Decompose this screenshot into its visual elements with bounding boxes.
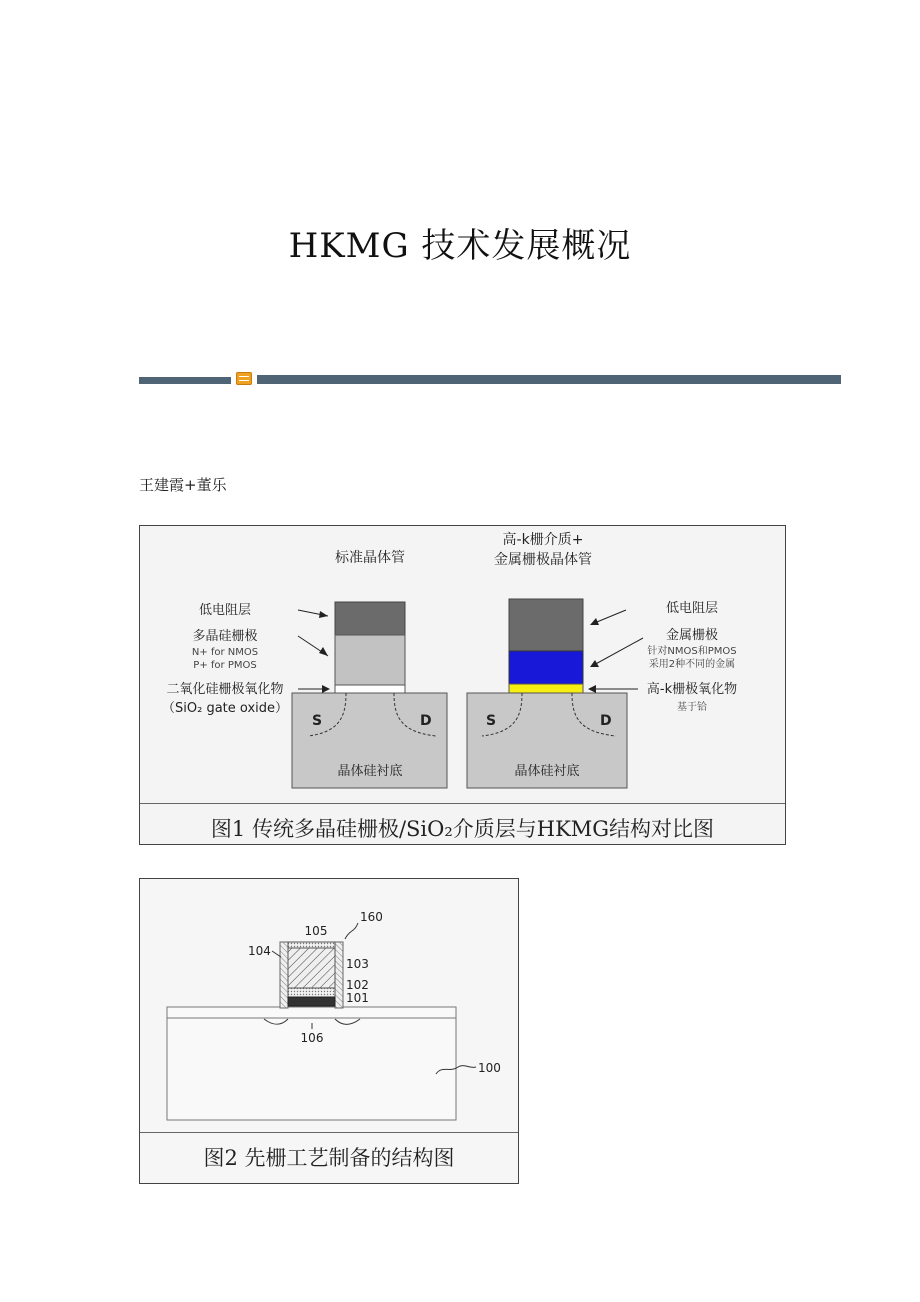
- fig1-left-arrowhead-cap: [319, 611, 328, 618]
- fig1-right-heading-line1: 高-k栅介质+: [502, 532, 584, 548]
- fig1-right-label-low-resistance: 低电阻层: [665, 601, 719, 616]
- fig1-right-heading-line2: 金属栅极晶体管: [494, 552, 592, 568]
- fig2-layer-105: [288, 942, 335, 948]
- divider-bar-left: [139, 377, 231, 384]
- fig1-right-highk-oxide: [509, 684, 583, 693]
- fig1-left-arrowhead-poly: [319, 647, 328, 656]
- fig2-spacer-left: [280, 942, 288, 1008]
- fig1-left-label-nmos: N+ for NMOS: [191, 647, 259, 658]
- document-title: HKMG 技术发展概况: [288, 226, 632, 266]
- fig1-right-arrow-metal: [592, 638, 643, 666]
- fig1-left-label-oxide-en: （SiO₂ gate oxide）: [162, 701, 288, 716]
- divider-bar-right: [257, 375, 841, 384]
- figure-2-caption: 图2 先栅工艺制备的结构图: [203, 1146, 455, 1170]
- fig1-right-label-highk: 高-k栅极氧化物: [646, 682, 738, 697]
- fig1-right-source: S: [486, 713, 497, 729]
- author-line: 王建霞+董乐: [139, 476, 227, 494]
- fig1-left-source: S: [312, 713, 323, 729]
- fig1-right-label-metal-note2: 采用2种不同的金属: [648, 659, 736, 670]
- figure-1-caption: 图1 传统多晶硅栅极/SiO₂介质层与HKMG结构对比图: [210, 817, 715, 841]
- fig1-right-arrowhead-highk: [588, 685, 596, 693]
- fig2-layer-101: [288, 997, 335, 1006]
- fig2-label-101: 101: [346, 991, 369, 1005]
- fig2-layer-103: [288, 948, 335, 988]
- fig1-right-label-highk-note: 基于铪: [677, 702, 707, 713]
- fig1-right-label-metal-gate: 金属栅极: [665, 628, 719, 643]
- fig1-right-arrowhead-metal: [590, 660, 599, 667]
- section-divider: [139, 375, 841, 385]
- figure-2-separator: [140, 1132, 518, 1133]
- fig1-left-arrowhead-oxide: [322, 685, 330, 693]
- fig2-spacer-right: [335, 942, 343, 1008]
- figure-1-separator: [140, 803, 785, 804]
- fig2-label-160: 160: [360, 910, 383, 924]
- fig1-left-label-poly-gate: 多晶硅栅极: [192, 629, 258, 644]
- figure-1-diagram: [140, 526, 785, 803]
- fig2-label-103: 103: [346, 957, 369, 971]
- fig1-left-poly-gate: [335, 635, 405, 685]
- fig2-label-106: 106: [300, 1031, 324, 1045]
- figure-1: [139, 525, 786, 845]
- fig1-right-metal-gate: [509, 651, 583, 684]
- fig2-layer-102: [288, 988, 335, 997]
- fig1-left-label-pmos: P+ for PMOS: [193, 660, 257, 671]
- fig1-left-label-low-resistance: 低电阻层: [198, 603, 252, 618]
- fig1-right-substrate-label: 晶体硅衬底: [514, 764, 580, 779]
- fig1-left-heading: 标准晶体管: [335, 550, 405, 566]
- fig1-left-oxide: [335, 685, 405, 693]
- fig1-right-label-metal-note1: 针对NMOS和PMOS: [647, 646, 737, 657]
- fig1-right-cap-layer: [509, 599, 583, 651]
- fig1-left-substrate-label: 晶体硅衬底: [337, 764, 403, 779]
- figure-2-diagram: [140, 879, 518, 1132]
- fig2-label-105: 105: [304, 924, 328, 938]
- fig1-right-drain: D: [600, 713, 612, 729]
- divider-badge-icon: [236, 372, 252, 385]
- fig1-left-label-oxide: 二氧化硅栅极氧化物: [166, 682, 284, 697]
- fig2-label-100: 100: [478, 1061, 501, 1075]
- figure-2: [139, 878, 519, 1184]
- fig2-label-104: 104: [248, 944, 271, 958]
- fig2-label-102: 102: [346, 978, 369, 992]
- fig1-left-cap-layer: [335, 602, 405, 635]
- fig2-leader-160: [345, 923, 358, 939]
- fig1-left-drain: D: [420, 713, 432, 729]
